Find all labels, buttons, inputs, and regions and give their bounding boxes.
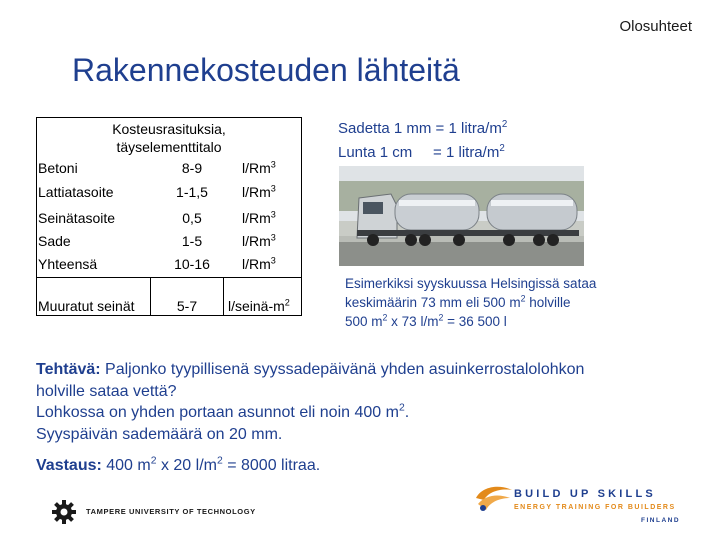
table-divider [37,277,301,278]
answer-label: Vastaus: [36,457,102,474]
row-unit: l/Rm$^3$ [242,159,276,176]
rain-conversion: Sadetta 1 mm = 1 litra/$m^2$ [338,119,508,137]
task-line2: holville sataa vettä? [36,383,177,400]
row-unit: l/Rm$^3$ [242,255,276,272]
row-label: Yhteensä [38,256,98,272]
column-divider [150,277,151,316]
logo-title: BUILD UP SKILLS [514,488,656,500]
row-value: 1-1,5 [176,184,208,200]
row-unit: $l/seinä-m^2$ [228,297,290,314]
example-line3: 500 $m^2$ x 73 $l/m^2 = 36$ 500 l [345,312,507,329]
university-name: TAMPERE UNIVERSITY OF TECHNOLOGY [86,507,256,516]
row-value: 1-5 [181,233,203,249]
section-label: Olosuhteet [619,18,692,35]
table-caption-line2: täyselementtitalo [116,139,222,155]
task-label: Tehtävä: [36,361,101,378]
row-value: 8-9 [181,160,203,176]
answer-line: Vastaus: 400 $m^2$ x 20 $l/m^2 = 8000$ litraa. [36,455,321,474]
page-title: Rakennekosteuden lähteitä [72,52,460,88]
logo-country: FINLAND [641,517,681,524]
row-label: Seinätasoite [38,210,116,226]
row-value: 10-16 [174,256,210,272]
row-value: 0,5 [182,210,202,226]
task-line1: Tehtävä: Paljonko tyypillisenä syyssadepäivänä yhden asuinkerrostalolohkon [36,361,585,378]
task-line4: Syyspäivän sademäärä on 20 mm. [36,426,283,443]
task-line3: Lohkossa on yhden portaan asunnot eli noin 400 $m^2$. [36,402,410,421]
tanker-truck-photo [339,166,584,266]
row-label: Lattiatasoite [38,184,114,200]
row-label: Betoni [38,160,78,176]
table-caption-line1: Kosteusrasituksia, [112,121,226,137]
gear-icon [52,500,76,524]
row-unit: l/Rm$^3$ [242,232,276,249]
swoosh-logo-icon [474,484,514,512]
row-label: Muuratut seinät [38,298,135,314]
row-value: 5-7 [176,298,198,314]
row-label: Sade [38,233,71,249]
example-line2: keskimäärin 73 mm eli 500 $m^2$ holville [345,293,571,310]
example-line1: Esimerkiksi syyskuussa Helsingissä sataa [345,276,597,291]
column-divider [223,277,224,316]
row-unit: l/Rm$^3$ [242,183,276,200]
logo-tagline: ENERGY TRAINING FOR BUILDERS [514,504,676,511]
moisture-table [36,117,302,316]
row-unit: l/Rm$^3$ [242,209,276,226]
snow-conversion: Lunta 1 cm = 1 litra/$m^2$ [338,143,505,161]
